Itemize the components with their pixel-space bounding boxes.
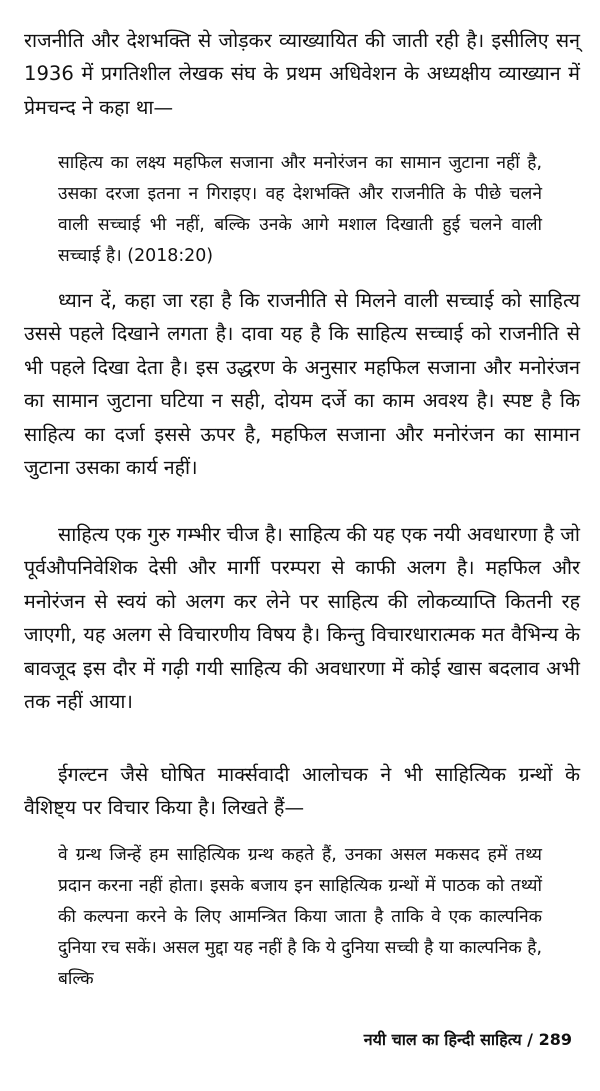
paragraph-eagleton-intro: ईगल्टन जैसे घोषित मार्क्सवादी आलोचक ने भी साहित्यिक ग्रन्थों के वैशिष्ट्य पर विचार किया है। लिखते हैं— [24, 763, 580, 820]
paragraph-premchand-intro: राजनीति और देशभक्ति से जोड़कर व्याख्यायित की जाती रही है। इसीलिए सन् 1936 में प्रगतिशील लेखक संघ के प्रथम अधिवेशन के अध्यक्षीय व्याख्यान में प्रेमचन्द ने कहा था— [24, 29, 580, 119]
blockquote-eagleton: वे ग्रन्थ जिन्हें हम साहित्यिक ग्रन्थ कहते हैं, उनका असल मकसद हमें तथ्य प्रदान करना नहीं होता। इसके बजाय इन साहित्यिक ग्रन्थों में पाठक को तथ्यों की कल्पना करने के लिए आमन्त्रित किया जाता है ताकि वे एक काल्पनिक दुनिया रच सकें। असल मुद्दा यह नहीं है कि ये दुनिया सच्ची है या काल्पनिक है, बल्कि [58, 845, 542, 989]
paragraph-analysis: ध्यान दें, कहा जा रहा है कि राजनीति से मिलने वाली सच्चाई को साहित्य उससे पहले दिखाने लगता है। दावा यह है कि साहित्य सच्चाई को राजनीति से भी पहले दिखा देता है। इस उद्धरण के अनुसार महफिल सजाना और मनोरंजन का सामान जुटाना घटिया न सही, दोयम दर्जे का काम अवश्य है। स्पष्ट है कि साहित्य का दर्जा इससे ऊपर है, महफिल सजाना और मनोरंजन का सामान जुटाना उसका कार्य नहीं। [24, 289, 580, 480]
running-footer: नयी चाल का हिन्दी साहित्य / 289 [363, 1030, 572, 1049]
paragraph-new-concept: साहित्य एक गुरु गम्भीर चीज है। साहित्य की यह एक नयी अवधारणा है जो पूर्वऔपनिवेशिक देसी और मार्गी परम्परा से काफी अलग है। महफिल और मनोरंजन से स्वयं को अलग कर लेने पर साहित्य की लोकव्याप्ति कितनी रह जाएगी, यह अलग से विचारणीय विषय है। किन्तु विचारधारात्मक मत वैभिन्य के बावजूद इस दौर में गढ़ी गयी साहित्य की अवधारणा में कोई खास बदलाव अभी तक नहीं आया। [24, 523, 581, 714]
blockquote-premchand: साहित्य का लक्ष्य महफिल सजाना और मनोरंजन का सामान जुटाना नहीं है, उसका दरजा इतना न गिराइए। वह देशभक्ति और राजनीति के पीछे चलने वाली सच्चाई भी नहीं, बल्कि उनके आगे मशाल दिखाती हुई चलने वाली सच्चाई है। (2018:20) [58, 153, 542, 266]
